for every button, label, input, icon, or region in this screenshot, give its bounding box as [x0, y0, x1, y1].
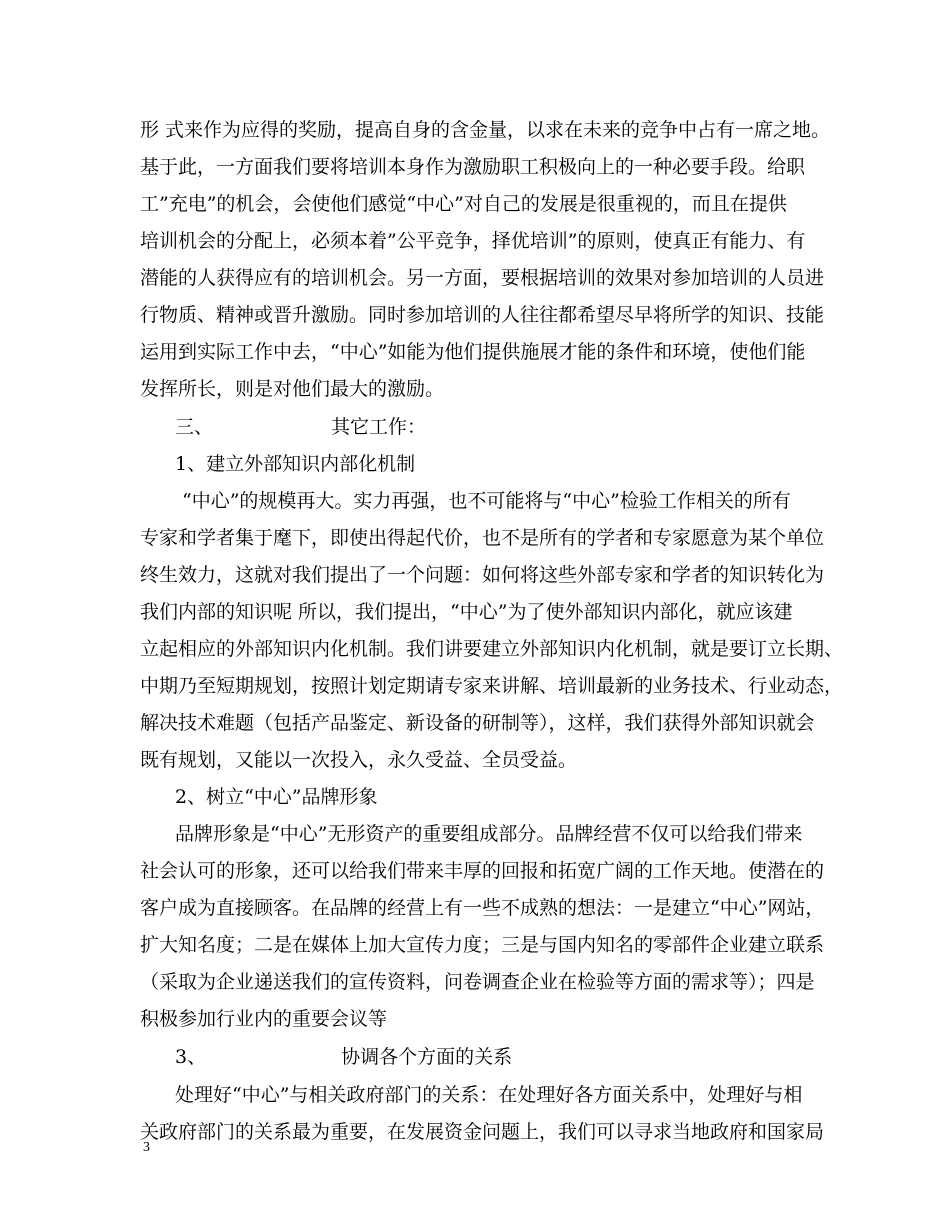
section-heading [175, 408, 855, 446]
body-line: 解决技术难题（包括产品鉴定、新设备的研制等），这样，我们获得外部知识就会 [140, 712, 815, 734]
body-line: 培训机会的分配上，必须本着”公平竞争，择优培训”的原则，使真正有能力、有 [140, 230, 806, 252]
subsection-number: 3、 [175, 1046, 207, 1068]
section-title: 其它工作： [331, 416, 427, 438]
section-number: 三、 [175, 416, 214, 438]
body-line: “中心”的规模再大。实力再强，也不可能将与“中心”检验工作相关的所有 [182, 490, 791, 512]
subsection-title: 协调各个方面的关系 [341, 1046, 513, 1068]
body-line: 品牌形象是“中心”无形资产的重要组成部分。品牌经营不仅可以给我们带来 [175, 823, 803, 845]
body-line: 运用到实际工作中去，“中心”如能为他们提供施展才能的条件和环境，使他们能 [140, 341, 806, 363]
subsection-heading: 2、树立“中心”品牌形象 [175, 786, 378, 808]
body-line: 立起相应的外部知识内化机制。我们讲要建立外部知识内化机制，就是要订立长期、 [140, 638, 844, 660]
body-line: （采取为企业递送我们的宣传资料，问卷调查企业在检验等方面的需求等）；四是 [140, 971, 815, 993]
body-line: 社会认可的形象，还可以给我们带来丰厚的回报和拓宽广阔的工作天地。使潜在的 [140, 860, 825, 882]
page-number: 3 [143, 1140, 150, 1155]
body-line: 中期乃至短期规划，按照计划定期请专家来讲解、培训最新的业务技术、行业动态， [140, 675, 844, 697]
body-line: 关政府部门的关系最为重要，在发展资金问题上，我们可以寻求当地政府和国家局 [140, 1121, 825, 1143]
body-line: 行物质、精神或晋升激励。同时参加培训的人往往都希望尽早将所学的知识、技能 [140, 304, 825, 326]
body-line: 基于此，一方面我们要将培训本身作为激励职工积极向上的一种必要手段。给职 [140, 156, 806, 178]
body-line: 积极参加行业内的重要会议等 [140, 1008, 388, 1030]
body-line: 扩大知名度；二是在媒体上加大宣传力度；三是与国内知名的零部件企业建立联系 [140, 934, 825, 956]
body-line: 形 式来作为应得的奖励，提高自身的含金量，以求在未来的竞争中占有一席之地。 [140, 119, 831, 141]
body-line: 工”充电”的机会，会使他们感觉“中心”对自己的发展是很重视的，而且在提供 [140, 193, 787, 215]
body-line: 专家和学者集于麾下，即使出得起代价，也不是所有的学者和专家愿意为某个单位 [140, 527, 825, 549]
body-line: 客户成为直接顾客。在品牌的经营上有一些不成熟的想法：一是建立“中心”网站， [140, 897, 825, 919]
body-line: 既有规划，又能以一次投入，永久受益、全员受益。 [140, 749, 578, 771]
body-line: 终生效力，这就对我们提出了一个问题：如何将这些外部专家和学者的知识转化为 [140, 564, 825, 586]
body-line: 发挥所长，则是对他们最大的激励。 [140, 378, 445, 400]
subsection-heading [175, 1038, 855, 1076]
body-line: 处理好“中心”与相关政府部门的关系：在处理好各方面关系中，处理好与相 [175, 1084, 803, 1106]
subsection-heading: 1、建立外部知识内部化机制 [175, 453, 416, 475]
body-line: 我们内部的知识呢 所以，我们提出，“中心”为了使外部知识内部化，就应该建 [140, 601, 793, 623]
body-line: 潜能的人获得应有的培训机会。另一方面，要根据培训的效果对参加培训的人员进 [140, 267, 825, 289]
